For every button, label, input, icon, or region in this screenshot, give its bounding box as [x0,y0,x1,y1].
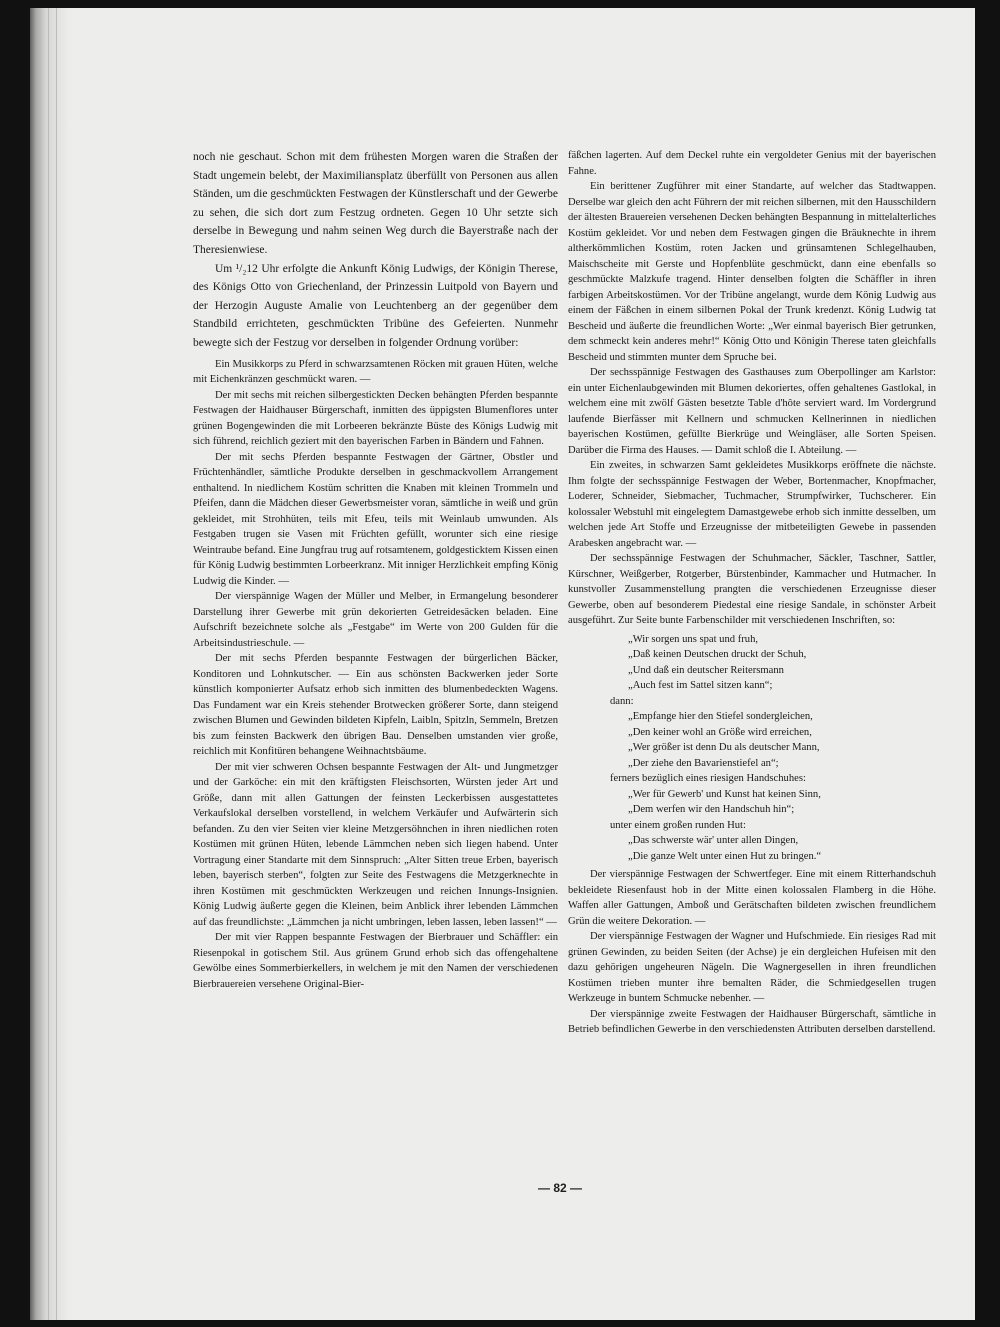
right-text-column [568,148,936,1038]
verse-line: „Wer größer ist denn Du als deutscher Mann, [628,742,820,753]
paragraph: Ein berittener Zugführer mit einer Standarte, auf welcher das Stadtwappen. Derselbe war gleich den acht Führern der mit reichen silbernen, mit den Hausschildern der ältesten Brauereien versehenen Decken behängten Bespannung in mittelalterliches Kostüm gekleidet. Vor und neben dem Festwagen gingen die Bräuknechte in ihrem altherkömmlichen Kostüm, roten Jacken und grünsamtenen Schlegelhauben, Maischscheite mit Gerste und Hopfenblüte geschmückt, dann eine ebenfalls so geschmückte Malzkufe tragend. Hinter denselben folgten die Schäffler in ihren farbigen Arbeitskostümen. Vor der Tribüne angelangt, wurde dem König Ludwig aus einem der Fäßchen in einem silbernen Pokal der Trunk kredenzt. König Ludwig tat Bescheid und äußerte die freundlichen Worte: „Wer einmal bayerisch Bier getrunken, dem schmeckt kein anderes mehr!“ König Otto und Königin Therese taten gleichfalls Bescheid und stimmten munter dem Spruche bei. [568,181,937,363]
left-text-column [193,148,558,992]
verse-block [568,632,936,865]
paragraph: Der sechsspännige Festwagen der Schuhmacher, Säckler, Taschner, Sattler, Kürschner, Weißgerber, Rotgerber, Bürstenbinder, Kammacher und Hutmacher. In kunstvoller Zusammenstellung prangten die verschiedenen Erzeugnisse dieser Gewerbe, oben auf besonderem Piedestal eine riesige Sandale, in schönster Arbeit ausgeführt. Zur Seite bunte Farbenschilder mit verschiedenen Inschriften, so: [568,553,936,626]
paragraph: fäßchen lagerten. Auf dem Deckel ruhte ein vergoldeter Genius mit der bayerischen Fahne. [568,150,936,177]
verse-line: „Den keiner wohl an Größe wird erreichen, [628,726,812,738]
paragraph: Der vierspännige Festwagen der Schwertfeger. Eine mit einem Ritterhandschuh bekleidete Riesenfaust hob in der Mitte einen kolossalen Flamberg in die Höhe. Waffen aller Gattungen, Amboß und Gerätschaften bildeten zwischen freundlichem Grün die weitere Dekoration. — [568,869,936,927]
verse-line: „Auch fest im Sattel sitzen kann“; [628,680,773,691]
paragraph: Ein Musikkorps zu Pferd in schwarzsamtenen Röcken mit grauen Hüten, welche mit Eichenkränzen geschmückt waren. — [193,358,558,386]
verse-line: dann: [610,695,634,707]
paragraph: noch nie geschaut. Schon mit dem frühesten Morgen waren die Straßen der Stadt ungemein belebt, der Maximiliansplatz überfüllt von Personen aus allen Ständen, um die geschmückten Festwagen der Künstlerschaft und der Gewerbe zu sehen, die sich dort zum Festzug ordneten. Gegen 10 Uhr setzte sich derselbe in Bewegung und nahm seinen Weg durch die Bayerstraße nach der Theresienwiese. [193,151,558,256]
page-number: — 82 — [538,1181,583,1195]
paragraph: Der mit vier schweren Ochsen bespannte Festwagen der Alt- und Jungmetzger und der Garköche: ein mit den kräftigsten Fleischsorten, Würsten jeder Art und Größe, dann mit allen Gattungen der feinsten Leckerbissen ausgestattetes Verkaufslokal derselben vorstellend, in welchem Verkäufer und Aufwärterin sich befanden. Zu den vier Seiten vier kleine Metzgersöhnchen in ihren niedlichen roten Kostümen mit grünen Hüten, lebende Lämmchen neben sich liegen habend. Unter Vortragung einer Standarte mit dem Sinnspruch: „Alter Sitten treue Erben, bayerisch leben, bayerisch sterben“, folgten zur Seite des Festwagens die Metzgerknechte in ihren Kostümen mit geschmückten Werkzeugen und reichen Innungs-Insignien. König Ludwig äußerte gegen die Kleinen, beim Anblick ihrer lebenden Lämmchen auf das freundlichste: „Lämmchen ja nicht umbringen, leben lassen, leben lassen!“ — [193,761,558,928]
paragraph: Der vierspännige zweite Festwagen der Haidhauser Bürgerschaft, sämtliche in Betrieb befindlichen Gewerbe in den verschiedensten Attributen derselben darstellend. [568,1008,936,1035]
verse-line: ferners bezüglich eines riesigen Handschuhes: [610,773,806,784]
verse-line: „Dem werfen wir den Handschuh hin“; [628,804,795,815]
verse-line: „Empfange hier den Stiefel sondergleichen, [628,711,813,722]
paragraph: Ein zweites, in schwarzen Samt gekleidetes Musikkorps eröffnete die nächste. Ihm folgte der sechsspännige Festwagen der Weber, Bortenmacher, Knopfmacher, Loderer, Schneider, Siebmacher, Tuchmacher, Strumpfwirker, Tuchscherer. Ein kolossaler Webstuhl mit eingelegtem Damastgewebe erhob sich inmitte desselben, um welchen jede Art Stoffe und Erzeugnisse der mitbeteiligten Gewebe in passenden Arabesken angebracht war. — [568,460,936,549]
verse-line: „Der ziehe den Bavarienstiefel an“; [628,757,779,769]
paragraph: Der mit sechs Pferden bespannte Festwagen der bürgerlichen Bäcker, Konditoren und Lohnkutscher. — Ein aus schönsten Backwerken jeder Sorte künstlich komponierter Aufsatz erhob sich inmitten des blumenbedeckten Wagens. Das Fundament war ein Kreis stehender Brotwecken größerer Sorte, dann steigend zwischen Blumen und Gewinden bildeten Kipfeln, Laibln, Spitzln, Semmeln, Bretzen bis zum feinsten Backwerk den übrigen Bau. Denselben umstanden vier große, reichlich mit Konfitüren behangene Weihnachtsbäume. [193,653,558,758]
verse-line: „Das schwerste wär' unter allen Dingen, [628,835,799,846]
verse-line: „Und daß ein deutscher Reitersmann [628,664,784,676]
binding-gutter [30,8,70,1320]
paragraph: Der vierspännige Festwagen der Wagner und Hufschmiede. Ein riesiges Rad mit grünen Gewinden, zu beiden Seiten (der Achse) je ein dergleichen Hufeisen mit den dazu gehörigen ungeheuren Nägeln. Die Wagnergesellen in ihren freundlichen Kostümen trieben munter ihre bemalten Räder, die Schmiedgesellen trugen Werkzeuge in buntem Schmucke nebenher. — [568,931,936,1004]
book-page [30,8,975,1320]
verse-line: „Daß keinen Deutschen druckt der Schuh, [628,649,807,660]
paragraph: Der sechsspännige Festwagen des Gasthauses zum Oberpollinger am Karlstor: ein unter Eichenlaubgewinden mit Blumen dekoriertes, offen gehaltenes Gastlokal, in welchem eine mit zwölf Gästen besetzte Table d'hôte serviert ward. Im Vordergrund laufende Bierfässer mit Kellnern und schmucken Kellnerinnen in niedlichen bayerischen Kostümen, gefüllte Bierkrüge und Weingläser, alle Sorten Speisen. Darüber die Firma des Hauses. — Damit schloß die I. Abteilung. — [568,367,936,456]
verse-line: „Die ganze Welt unter einen Hut zu bringen.“ [628,850,822,862]
paragraph: Der mit sechs mit reichen silbergestickten Decken behängten Pferden bespannte Festwagen der Haidhauser Bürgerschaft, inmitten des üppigsten Blumenflores unter grünen Bogengewinden die mit Lorbeeren bekränzte Büste des Königs Ludwig mit sich führend, reichlich geziert mit den bayerischen Farben in Bändern und Fahnen. [193,389,558,448]
paragraph: Der mit sechs Pferden bespannte Festwagen der Gärtner, Obstler und Früchtenhändler, sämtliche Produkte derselben in geschmackvollem Arrangement enthaltend. In niedlichem Kostüm schritten die Knaben mit kleinen Trommeln und Pfeifen, dann die Mädchen dieser Gewerbsmeister voran, sämtliche in weiß und grün gekleidet, mit Strohhüten, teils mit Efeu, teils mit Weinlaub umwunden. Als Festgaben trugen sie Vasen mit Früchten gefüllt, worunter sich eine riesige Weintraube befand. Eine Jungfrau trug auf rotsamtenem, goldgesticktem Kissen einen für König Ludwig bestimmten Lorbeerkranz. Mit inniger Herzlichkeit empfing König Ludwig die Kinder. — [193,451,558,587]
verse-line: „Wer für Gewerb' und Kunst hat keinen Sinn, [628,788,821,800]
verse-line: „Wir sorgen uns spat und fruh, [628,633,759,645]
verse-line: unter einem großen runden Hut: [610,819,746,831]
paragraph: Um ¹/₂12 Uhr erfolgte die Ankunft König Ludwigs, der Königin Therese, des Königs Otto von Griechenland, der Prinzessin Luitpold von Bayern und der Herzogin Auguste Amalie von Leuchtenberg an der gegenüber dem Standbild errichteten, geschmückten Tribüne des Gefeierten. Nunmehr bewegte sich der Festzug vor derselben in folgender Ordnung vorüber: [193,262,558,349]
paragraph: Der mit vier Rappen bespannte Festwagen der Bierbrauer und Schäffler: ein Riesenpokal in gotischem Stil. Aus grünem Grund erhob sich das offengehaltene Gewölbe eines Sommerbierkellers, in welchem je mit den Namen der verschiedenen Bierbrauereien versehene Original-Bier- [193,932,558,990]
paragraph: Der vierspännige Wagen der Müller und Melber, in Ermangelung besonderer Darstellung ihrer Gewerbe mit grün dekorierten Getreidesäcken beladen. Eine Aufschrift bezeichnete solche als „Festgabe“ im Werte von 200 Gulden für die Arbeitsindustrieschule. — [193,591,558,649]
